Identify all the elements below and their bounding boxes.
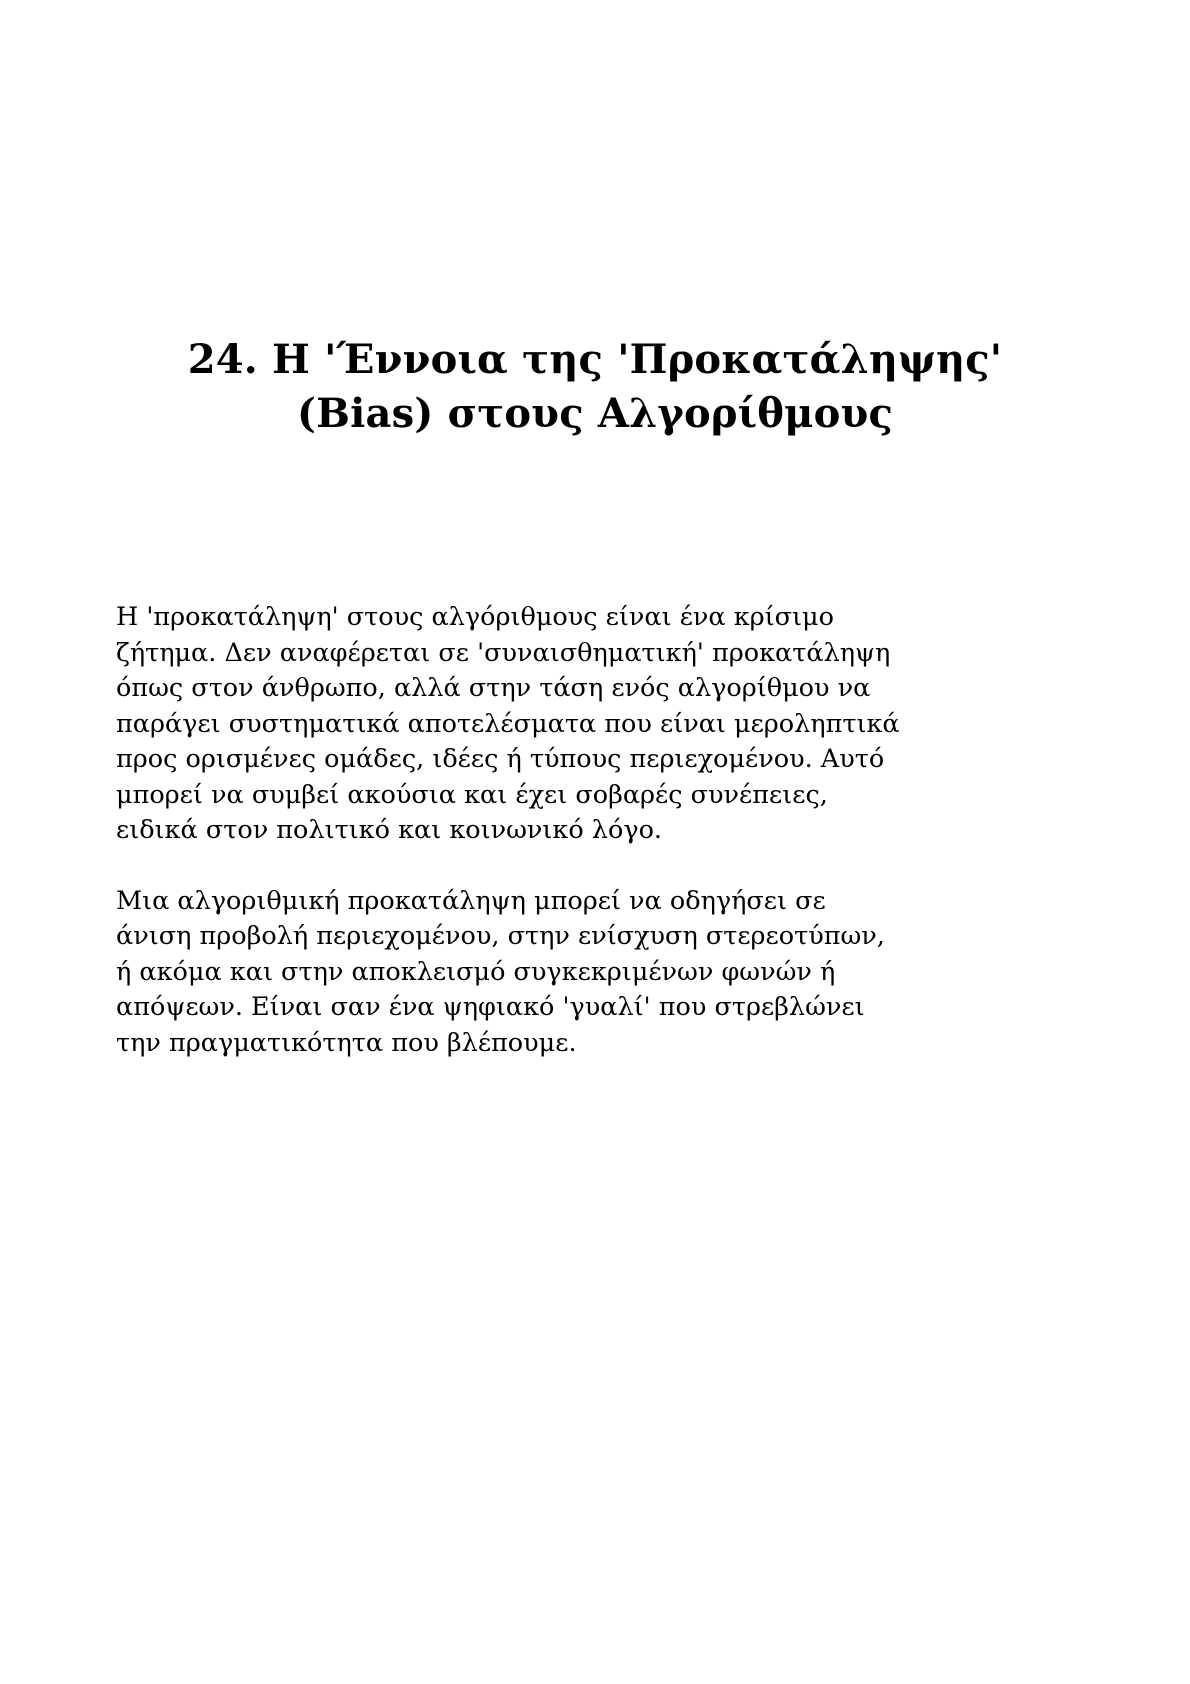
page-title xyxy=(95,333,1095,441)
text-line: ή ακόμα και στην αποκλεισμό συγκεκριμένων φωνών ή xyxy=(116,956,836,987)
text-line: απόψεων. Είναι σαν ένα ψηφιακό 'γυαλί' που στρεβλώνει xyxy=(116,992,865,1022)
paragraph xyxy=(116,884,1116,1062)
text-line: Η 'προκατάληψη' στους αλγόριθμους είναι ένα κρίσιμο xyxy=(116,602,834,632)
text-line: παράγει συστηματικά αποτελέσματα που είναι μεροληπτικά xyxy=(116,708,900,739)
text-line: Μια αλγοριθμική προκατάληψη μπορεί να οδηγήσει σε xyxy=(116,885,826,916)
title-line: (Bias) στους Αλγορίθμους xyxy=(296,390,893,437)
title-line: 24. Η 'Έννοια της 'Προκατάληψης' xyxy=(187,336,1003,383)
text-line: ειδικά στον πολιτικό και κοινωνικό λόγο. xyxy=(116,815,663,845)
text-line: άνιση προβολή περιεχομένου, στην ενίσχυση στερεοτύπων, xyxy=(116,921,885,951)
paragraph xyxy=(116,600,1116,849)
text-line: όπως στον άνθρωπο, αλλά στην τάση ενός αλγορίθμου να xyxy=(116,673,871,703)
text-line: ζήτημα. Δεν αναφέρεται σε 'συναισθηματική' προκατάληψη xyxy=(116,637,891,668)
body-text xyxy=(116,600,1116,1061)
text-line: προς ορισμένες ομάδες, ιδέες ή τύπους περιεχομένου. Αυτό xyxy=(116,744,885,774)
text-line: μπορεί να συμβεί ακούσια και έχει σοβαρές συνέπειες, xyxy=(116,779,828,810)
text-line: την πραγματικότητα που βλέπουμε. xyxy=(116,1027,577,1058)
